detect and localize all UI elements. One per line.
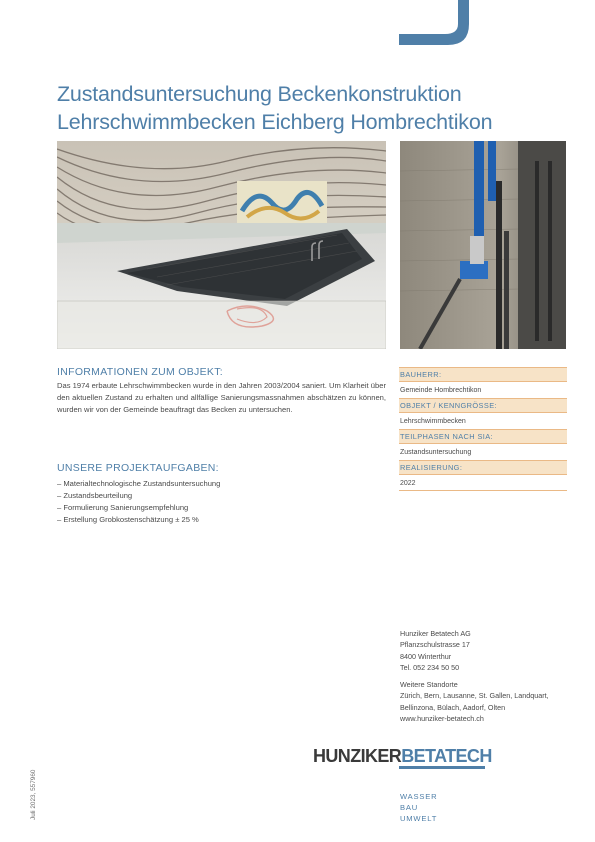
other-locations-line-2: Bellinzona, Bülach, Aadorf, Olten xyxy=(400,702,506,712)
project-facts xyxy=(399,367,567,491)
fact-value-realization: 2022 xyxy=(399,474,567,491)
field-item: WASSER xyxy=(400,792,438,801)
company-address xyxy=(400,628,570,724)
title-line-2: Lehrschwimmbecken Eichberg Hombrechtikon xyxy=(57,110,493,134)
info-heading: INFORMATIONEN ZUM OBJEKT: xyxy=(57,366,223,378)
company-logo xyxy=(313,745,492,767)
company-city: 8400 Winterthur xyxy=(400,651,452,661)
fact-value-object: Lehrschwimmbecken xyxy=(399,412,567,429)
fact-label-object: OBJEKT / KENNGRÖSSE: xyxy=(399,398,567,412)
list-item: – Formulierung Sanierungsempfehlung xyxy=(57,503,189,512)
business-fields xyxy=(400,791,437,825)
other-locations-heading: Weitere Standorte xyxy=(400,680,458,690)
logo-underline xyxy=(399,766,485,769)
company-name: Hunziker Betatech AG xyxy=(400,629,471,638)
side-footer-date: Juli 2023, 557960 xyxy=(30,769,37,820)
field-item: UMWELT xyxy=(400,814,438,824)
company-phone: Tel. 052 234 50 50 xyxy=(400,662,460,672)
fact-label-realization: REALISIERUNG: xyxy=(399,460,567,474)
logo-part-1: HUNZIKER xyxy=(313,746,402,766)
other-locations-line-1: Zürich, Bern, Lausanne, St. Gallen, Landquart, xyxy=(400,691,549,701)
tasks-heading: UNSERE PROJEKTAUFGABEN: xyxy=(57,462,219,474)
list-item: – Zustandsbeurteilung xyxy=(57,491,133,500)
page-title xyxy=(57,80,557,136)
field-item: BAU xyxy=(400,803,419,813)
corner-tab-logo-icon xyxy=(399,0,469,45)
pool-photo xyxy=(57,141,386,349)
fact-label-client: BAUHERR: xyxy=(399,367,567,381)
company-website[interactable]: www.hunziker-betatech.ch xyxy=(400,714,484,724)
technical-room-photo xyxy=(400,141,566,349)
title-line-1: Zustandsuntersuchung Beckenkonstruktion xyxy=(57,82,462,106)
list-item: – Erstellung Grobkostenschätzung ± 25 % xyxy=(57,515,199,524)
fact-value-client: Gemeinde Hombrechtikon xyxy=(399,381,567,398)
tasks-list xyxy=(57,478,386,526)
list-item: – Materialtechnologische Zustandsuntersuchung xyxy=(57,479,221,488)
info-text: Das 1974 erbaute Lehrschwimmbecken wurde in den Jahren 2003/2004 saniert. Um Klarheit über den aktuellen Zustand zu erhalten und allfällige Sanierungsmassnahmen abschätzen zu können, wurden wir von der Gemeinde beauftragt das Becken zu untersuchen. xyxy=(57,381,386,414)
fact-value-phases: Zustandsuntersuchung xyxy=(399,443,567,460)
logo-part-2: BETATECH xyxy=(401,746,492,766)
company-street: Pflanzschulstrasse 17 xyxy=(400,640,470,650)
fact-label-phases: TEILPHASEN NACH SIA: xyxy=(399,429,567,443)
